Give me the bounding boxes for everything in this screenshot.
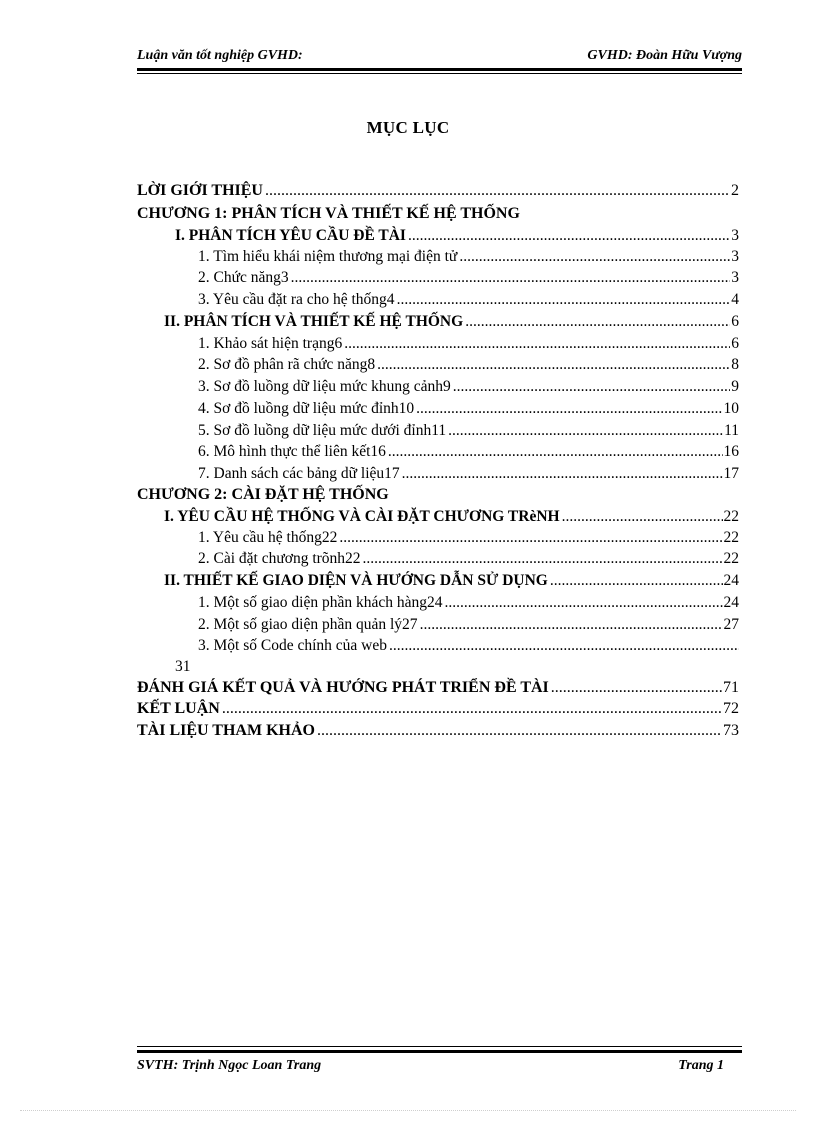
toc-entry (137, 378, 739, 398)
toc-entry-page: 71 (723, 679, 739, 696)
page-edge-dotted-border (20, 1110, 796, 1112)
toc-entry-label: 2. Chức năng3 (198, 269, 289, 286)
toc-entry-page: 24 (723, 572, 739, 589)
toc-entry-page: 72 (723, 700, 739, 717)
toc-leader-dots (395, 291, 731, 309)
toc-entry (137, 291, 739, 311)
header-rule-thin (137, 73, 742, 74)
toc-entry (137, 227, 739, 247)
toc-entry-page: 11 (724, 422, 739, 439)
toc-entry-label: 4. Sơ đồ luồng dữ liệu mức đỉnh10 (198, 400, 415, 417)
toc-entry-page: 6 (731, 313, 739, 330)
toc-entry-page: 4 (731, 291, 739, 308)
toc-entry (137, 508, 739, 528)
footer-rule-thin (137, 1046, 742, 1047)
toc-entry-label: 2. Cài đặt chương trõnh22 (198, 550, 361, 567)
header-right-text: GVHD: Đoàn Hữu Vượng (587, 48, 742, 63)
toc-entry (137, 422, 739, 442)
toc-leader-dots (463, 313, 730, 331)
toc-entry (137, 700, 739, 720)
toc-leader-dots (548, 572, 723, 590)
toc-entry-label: 2. Sơ đồ phân rã chức năng8 (198, 356, 376, 373)
toc-entry (137, 248, 739, 268)
toc-leader-dots (446, 422, 723, 440)
toc-leader-dots (451, 378, 731, 396)
toc-entry-label: 2. Một số giao diện phần quản lý27 (198, 616, 418, 633)
toc-entry-page: 3 (731, 227, 739, 244)
toc-entry-page-wrapped: 31 (175, 658, 191, 675)
toc-leader-dots (342, 335, 730, 353)
toc-entry-label: LỜI GIỚI THIỆU (137, 182, 263, 199)
toc-entry-page: 22 (723, 550, 739, 567)
toc-leader-dots (220, 700, 722, 718)
toc-entry (137, 616, 739, 636)
toc-entry-page: 24 (723, 594, 739, 611)
toc-entry-label: I. YÊU CẦU HỆ THỐNG VÀ CÀI ĐẶT CHƯƠNG TRèNH (164, 508, 560, 525)
header-left-text: Luận văn tốt nghiệp GVHD: (137, 48, 303, 63)
toc-entry (137, 356, 739, 376)
header-rule-thick (137, 68, 742, 71)
toc-leader-dots (400, 465, 723, 483)
toc-leader-dots (386, 443, 723, 461)
toc-entry (137, 335, 739, 355)
toc-leader-dots (414, 400, 722, 418)
toc-entry (137, 269, 739, 289)
toc-entry-page: 3 (731, 269, 739, 286)
toc-entry-label: 3. Một số Code chính của web (198, 637, 387, 654)
toc-leader-dots (387, 637, 739, 655)
toc-entry-label: 5. Sơ đồ luồng dữ liệu mức dưới đỉnh11 (198, 422, 447, 439)
toc-leader-dots (375, 356, 730, 374)
toc-entry-label: 1. Tìm hiểu khái niệm thương mại điện tử (198, 248, 458, 265)
toc-entry-label: II. THIẾT KẾ GIAO DIỆN VÀ HƯỚNG DẪN SỬ DỤNG (164, 572, 548, 589)
toc-entry (137, 313, 739, 333)
toc-leader-dots (418, 616, 723, 634)
toc-entry-page: 17 (723, 465, 739, 482)
footer-rule-thick (137, 1050, 742, 1053)
toc-entry-page: 73 (723, 722, 739, 739)
toc-entry (137, 722, 739, 742)
toc-leader-dots (549, 679, 722, 697)
toc-entry-label: TÀI LIỆU THAM KHẢO (137, 722, 315, 739)
toc-entry (137, 637, 739, 657)
toc-entry (137, 550, 739, 570)
toc-entry-page: 16 (723, 443, 739, 460)
toc-entry (137, 400, 739, 420)
toc-entry (137, 182, 739, 202)
toc-entry-label: KẾT LUẬN (137, 700, 220, 717)
toc-leader-dots (406, 227, 730, 245)
toc-entry (137, 465, 739, 485)
toc-entry-label: 7. Danh sách các bảng dữ liệu17 (198, 465, 400, 482)
toc-entry-label: 3. Sơ đồ luồng dữ liệu mức khung cảnh9 (198, 378, 451, 395)
toc-entry-page: 2 (731, 182, 739, 199)
toc-entry (137, 486, 739, 506)
toc-entry-label: CHƯƠNG 1: PHÂN TÍCH VÀ THIẾT KẾ HỆ THỐNG (137, 205, 520, 222)
toc-leader-dots (337, 529, 722, 547)
toc-leader-dots (289, 269, 731, 287)
toc-entry (137, 594, 739, 614)
toc-entry-page: 10 (723, 400, 739, 417)
toc-entry-label: I. PHÂN TÍCH YÊU CẦU ĐỀ TÀI (175, 227, 406, 244)
page-title: MỤC LỤC (366, 118, 450, 137)
toc-entry-page: 22 (723, 508, 739, 525)
toc-entry-page: 27 (723, 616, 739, 633)
toc-leader-dots (315, 722, 722, 740)
toc-leader-dots (263, 182, 730, 200)
footer-page-number: Trang 1 (678, 1058, 724, 1073)
toc-entry (137, 679, 739, 699)
toc-entry-label: 1. Khảo sát hiện trạng6 (198, 335, 343, 352)
toc-entry (137, 529, 739, 549)
toc-entry-label: CHƯƠNG 2: CÀI ĐẶT HỆ THỐNG (137, 486, 389, 503)
toc-entry-page: 6 (731, 335, 739, 352)
toc-leader-dots (361, 550, 723, 568)
toc-entry (137, 205, 739, 225)
toc-entry (137, 572, 739, 592)
toc-entry-page: 8 (731, 356, 739, 373)
toc-entry-label: 6. Mô hình thực thể liên kết16 (198, 443, 386, 460)
toc-entry-label: 1. Yêu cầu hệ thống22 (198, 529, 338, 546)
toc-entry-page: 3 (731, 248, 739, 265)
toc-entry-label: ĐÁNH GIÁ KẾT QUẢ VÀ HƯỚNG PHÁT TRIỂN ĐỀ TÀI (137, 679, 549, 696)
toc-entry-page: 22 (723, 529, 739, 546)
toc-entry-label: 1. Một số giao diện phần khách hàng24 (198, 594, 443, 611)
toc-leader-dots (457, 248, 730, 266)
toc-entry-label: II. PHÂN TÍCH VÀ THIẾT KẾ HỆ THỐNG (164, 313, 464, 330)
toc-leader-dots (443, 594, 723, 612)
toc-entry-label: 3. Yêu cầu đặt ra cho hệ thống4 (198, 291, 395, 308)
toc-leader-dots (560, 508, 723, 526)
toc-entry (137, 443, 739, 463)
footer-left-text: SVTH: Trịnh Ngọc Loan Trang (137, 1058, 322, 1073)
toc-entry-page: 9 (731, 378, 739, 395)
